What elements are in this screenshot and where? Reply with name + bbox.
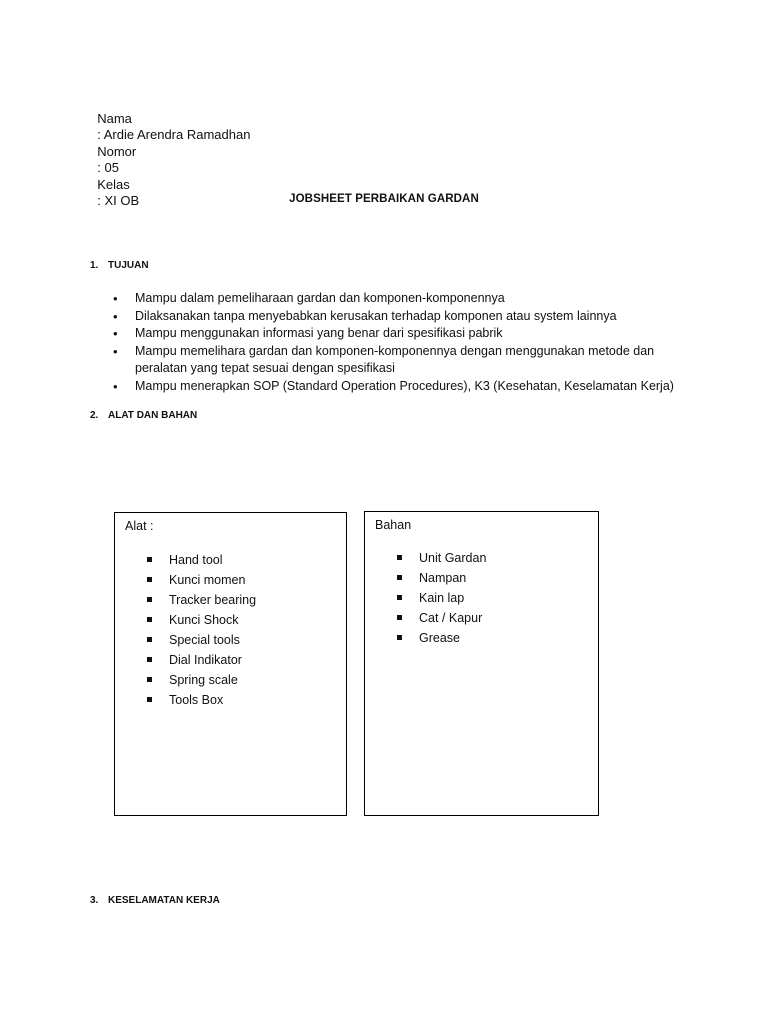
section-title: KESELAMATAN KERJA — [108, 895, 220, 906]
section-number: 3. — [90, 895, 99, 906]
list-item: • Mampu menerapkan SOP (Standard Operation Procedures), K3 (Kesehatan, Keselamatan Kerja) — [113, 378, 674, 394]
tujuan-list — [113, 290, 683, 395]
list-item: Kunci momen — [145, 570, 256, 590]
square-bullet-icon — [147, 637, 152, 642]
section-heading-alat-dan-bahan — [90, 409, 197, 423]
square-bullet-icon — [147, 677, 152, 682]
list-item: Tracker bearing — [145, 590, 256, 610]
bullet-icon: • — [113, 343, 118, 359]
alat-box — [114, 512, 347, 816]
list-item: Unit Gardan — [395, 548, 486, 568]
name-value: : Ardie Arendra Ramadhan — [97, 127, 251, 142]
section-heading-tujuan — [90, 259, 149, 273]
list-item: Special tools — [145, 630, 256, 650]
list-item: • Dilaksanakan tanpa menyebabkan kerusakan terhadap komponen atau system lainnya — [113, 308, 617, 324]
class-value: : XI OB — [97, 193, 140, 208]
class-label: Kelas — [97, 177, 130, 192]
list-item: • Mampu dalam pemeliharaan gardan dan komponen-komponennya — [113, 291, 505, 306]
square-bullet-icon — [147, 697, 152, 702]
square-bullet-icon — [147, 557, 152, 562]
square-bullet-icon — [397, 595, 402, 600]
document-title: JOBSHEET PERBAIKAN GARDAN — [289, 193, 479, 205]
number-value: : 05 — [97, 160, 119, 175]
list-item: Spring scale — [145, 670, 256, 690]
section-number: 2. — [90, 410, 99, 421]
alat-list — [145, 550, 256, 710]
square-bullet-icon — [147, 617, 152, 622]
bullet-icon: • — [113, 326, 118, 341]
list-item: Hand tool — [145, 550, 256, 570]
bahan-list — [395, 548, 486, 648]
alat-title: Alat : — [125, 519, 154, 533]
bahan-box — [364, 511, 599, 816]
square-bullet-icon — [397, 635, 402, 640]
square-bullet-icon — [397, 555, 402, 560]
bullet-icon: • — [113, 308, 118, 324]
list-item: Tools Box — [145, 690, 256, 710]
list-item: Kunci Shock — [145, 610, 256, 630]
section-heading-keselamatan-kerja — [90, 894, 220, 908]
section-title: ALAT DAN BAHAN — [108, 410, 198, 421]
number-label: Nomor — [97, 144, 137, 159]
list-item: • Mampu menggunakan informasi yang benar dari spesifikasi pabrik — [113, 326, 503, 341]
bahan-title: Bahan — [375, 518, 412, 532]
list-item: Dial Indikator — [145, 650, 256, 670]
square-bullet-icon — [147, 597, 152, 602]
section-number: 1. — [90, 260, 99, 271]
square-bullet-icon — [397, 615, 402, 620]
list-item: Kain lap — [395, 588, 486, 608]
list-item: Grease — [395, 628, 486, 648]
square-bullet-icon — [147, 577, 152, 582]
bullet-icon: • — [113, 378, 118, 394]
bullet-icon: • — [113, 291, 118, 306]
square-bullet-icon — [397, 575, 402, 580]
name-label: Nama — [97, 111, 132, 126]
list-item: Nampan — [395, 568, 486, 588]
section-title: TUJUAN — [108, 260, 149, 271]
square-bullet-icon — [147, 657, 152, 662]
list-item: Cat / Kapur — [395, 608, 486, 628]
list-item: • Mampu memelihara gardan dan komponen-komponennya dengan menggunakan metode dan peralatan yang tepat sesuai dengan spesifikasi — [113, 343, 655, 375]
